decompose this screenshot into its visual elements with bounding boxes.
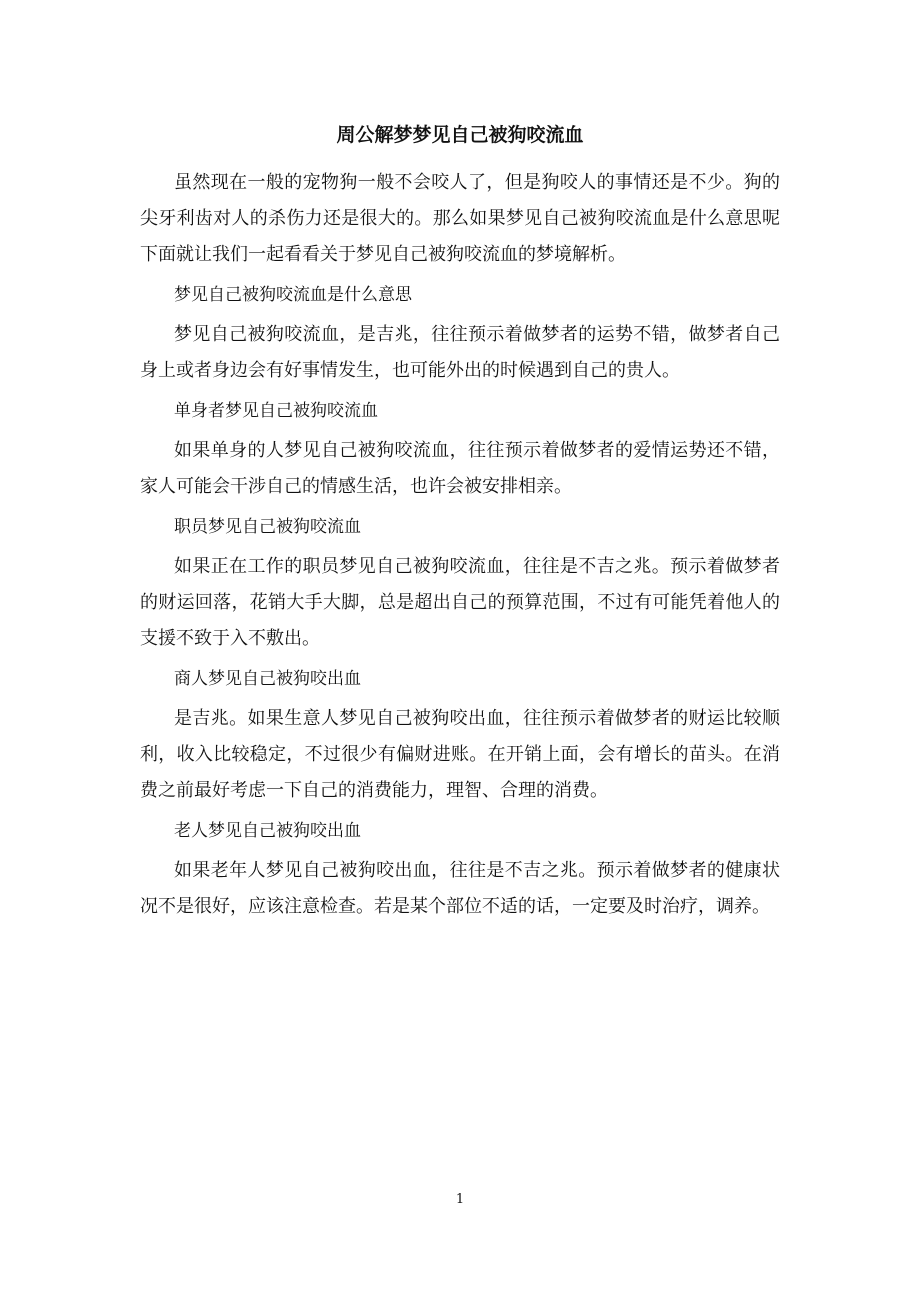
section-heading-employee: 职员梦见自己被狗咬流血 — [174, 517, 361, 537]
paragraph-single: 如果单身的人梦见自己被狗咬流血，往往预示着做梦者的爱情运势还不错，家人可能会干涉自己的情感生活，也许会被安排相亲。 — [140, 440, 780, 497]
document-body — [140, 165, 780, 929]
section-heading-elderly: 老人梦见自己被狗咬出血 — [174, 821, 361, 841]
section-heading-businessman: 商人梦见自己被狗咬出血 — [174, 669, 361, 689]
paragraph-meaning: 梦见自己被狗咬流血，是吉兆，往往预示着做梦者的运势不错，做梦者自己身上或者身边会有好事情发生，也可能外出的时候遇到自己的贵人。 — [140, 324, 780, 381]
page-number: 1 — [455, 1192, 465, 1207]
paragraph-elderly: 如果老年人梦见自己被狗咬出血，往往是不吉之兆。预示着做梦者的健康状况不是很好，应该注意检查。若是某个部位不适的话，一定要及时治疗，调养。 — [140, 860, 780, 917]
paragraph-intro: 虽然现在一般的宠物狗一般不会咬人了，但是狗咬人的事情还是不少。狗的尖牙利齿对人的杀伤力还是很大的。那么如果梦见自己被狗咬流血是什么意思呢下面就让我们一起看看关于梦见自己被狗咬流血的梦境解析。 — [140, 172, 780, 265]
document-title: 周公解梦梦见自己被狗咬流血 — [336, 124, 584, 146]
section-heading-meaning: 梦见自己被狗咬流血是什么意思 — [174, 285, 412, 305]
paragraph-employee: 如果正在工作的职员梦见自己被狗咬流血，往往是不吉之兆。预示着做梦者的财运回落，花销大手大脚，总是超出自己的预算范围，不过有可能凭着他人的支援不致于入不敷出。 — [140, 556, 780, 649]
paragraph-businessman: 是吉兆。如果生意人梦见自己被狗咬出血，往往预示着做梦者的财运比较顺利，收入比较稳定，不过很少有偏财进账。在开销上面，会有增长的苗头。在消费之前最好考虑一下自己的消费能力，理智、合理的消费。 — [140, 708, 780, 801]
section-heading-single: 单身者梦见自己被狗咬流血 — [174, 401, 378, 421]
